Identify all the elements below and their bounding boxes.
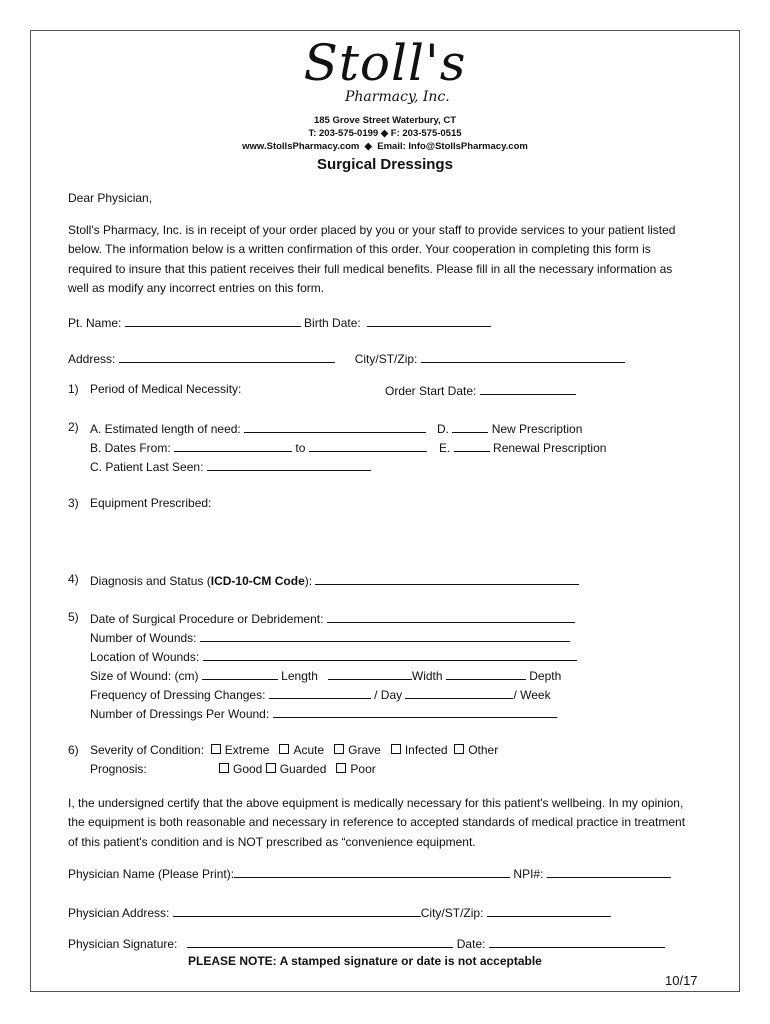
grave-checkbox[interactable]: [334, 744, 344, 754]
icd-code-label: ICD-10-CM Code: [210, 574, 305, 588]
infected-checkbox[interactable]: [391, 744, 401, 754]
acute-label: Acute: [293, 743, 325, 757]
dressings-per-wound-label: Number of Dressings Per Wound:: [90, 707, 270, 721]
signature-date-field[interactable]: [489, 935, 665, 948]
new-prescription-label: New Prescription: [491, 422, 583, 436]
birth-date-label: Birth Date:: [304, 316, 361, 330]
certification-line: of this patient's condition and is NOT prescribed as “convenience equipment.: [68, 834, 476, 849]
severity-label: Severity of Condition:: [90, 743, 205, 757]
patient-address-label: Address:: [68, 352, 116, 366]
acute-checkbox[interactable]: [279, 744, 289, 754]
wound-count-label: Number of Wounds:: [90, 631, 197, 645]
length-label: Length: [281, 669, 318, 683]
wound-length-field[interactable]: [202, 667, 278, 680]
patient-city-label: City/ST/Zip:: [354, 352, 418, 366]
length-of-need-label: A. Estimated length of need:: [90, 422, 241, 436]
logo-subtitle: Pharmacy, Inc.: [345, 89, 450, 105]
renewal-prescription-field[interactable]: [454, 439, 490, 452]
wound-width-field[interactable]: [328, 667, 412, 680]
dates-to-field[interactable]: [309, 439, 427, 452]
diagnosis-row: [90, 572, 579, 588]
physician-signature-row: [68, 935, 665, 951]
physician-name-field[interactable]: [234, 865, 510, 878]
good-label: Good: [233, 762, 263, 776]
new-prescription-field[interactable]: [452, 420, 488, 433]
company-phone: T: 203-575-0199: [308, 128, 379, 139]
guarded-checkbox[interactable]: [266, 763, 276, 773]
length-of-need-row: [90, 420, 426, 436]
npi-label: NPI#:: [513, 867, 544, 881]
patient-name-label: Pt. Name:: [68, 316, 122, 330]
section-2-number: 2): [68, 420, 79, 434]
changes-per-day-field[interactable]: [269, 686, 371, 699]
length-of-need-field[interactable]: [244, 420, 426, 433]
wound-size-label: Size of Wound: (cm): [90, 669, 199, 683]
form-version: 10/17: [665, 973, 698, 988]
per-day-label: / Day: [374, 688, 403, 702]
company-website: www.StollsPharmacy.com: [242, 141, 360, 152]
infected-label: Infected: [404, 743, 448, 757]
intro-paragraph: [68, 221, 675, 298]
section-4-number: 4): [68, 572, 79, 586]
physician-signature-field[interactable]: [187, 935, 453, 948]
physician-city-label: City/ST/Zip:: [420, 906, 484, 920]
extreme-label: Extreme: [224, 743, 270, 757]
form-title: Surgical Dressings: [317, 156, 453, 173]
section-3-number: 3): [68, 496, 79, 510]
physician-signature-label: Physician Signature:: [68, 937, 178, 951]
option-e-label: E.: [439, 441, 451, 455]
renewal-prescription-row: [439, 439, 606, 455]
section-5-number: 5): [68, 610, 79, 624]
intro-line: well as modify any incorrect entries on this form.: [68, 280, 325, 295]
diamond-icon: ◆: [364, 141, 372, 152]
dressing-frequency-label: Frequency of Dressing Changes:: [90, 688, 266, 702]
severity-row: [90, 743, 498, 757]
diagnosis-label-end: ):: [304, 574, 313, 588]
new-prescription-row: [437, 420, 582, 436]
stamp-warning-note: PLEASE NOTE: A stamped signature or date is not acceptable: [188, 954, 542, 968]
certification-paragraph: [68, 794, 685, 852]
poor-checkbox[interactable]: [336, 763, 346, 773]
dressings-per-wound-row: [90, 705, 557, 721]
physician-name-label: Physician Name (Please Print):: [68, 867, 235, 881]
last-seen-row: [90, 458, 371, 474]
procedure-date-field[interactable]: [327, 610, 575, 623]
wound-location-label: Location of Wounds:: [90, 650, 200, 664]
section-6-number: 6): [68, 743, 79, 757]
dates-to-label: to: [295, 441, 306, 455]
physician-address-field[interactable]: [173, 904, 421, 917]
order-start-field[interactable]: [480, 382, 576, 395]
wound-count-row: [90, 629, 570, 645]
physician-address-row: [68, 904, 611, 920]
physician-name-row: [68, 865, 671, 881]
diagnosis-label: Diagnosis and Status (: [90, 574, 211, 588]
dates-from-field[interactable]: [174, 439, 292, 452]
company-contact-phone-fax: [0, 128, 770, 139]
procedure-date-label: Date of Surgical Procedure or Debridement:: [90, 612, 324, 626]
dressings-per-wound-field[interactable]: [273, 705, 557, 718]
width-label: Width: [411, 669, 443, 683]
poor-label: Poor: [350, 762, 376, 776]
wound-location-row: [90, 648, 577, 664]
extreme-checkbox[interactable]: [211, 744, 221, 754]
wound-location-field[interactable]: [203, 648, 577, 661]
intro-line: Stoll's Pharmacy, Inc. is in receipt of your order placed by you or your staff to provide services to your patient listed: [68, 223, 676, 237]
patient-name-row: [68, 314, 491, 330]
equipment-prescribed-label: Equipment Prescribed:: [90, 496, 212, 510]
patient-name-field[interactable]: [125, 314, 301, 327]
order-start-label: Order Start Date:: [385, 384, 477, 398]
prognosis-label: Prognosis:: [90, 762, 147, 776]
diamond-icon: ◆: [380, 128, 389, 139]
prognosis-options: [219, 762, 376, 776]
company-web-email: [0, 141, 770, 152]
physician-address-label: Physician Address:: [68, 906, 170, 920]
birth-date-field[interactable]: [367, 314, 491, 327]
patient-address-field[interactable]: [119, 350, 335, 363]
renewal-prescription-label: Renewal Prescription: [493, 441, 607, 455]
dates-from-label: B. Dates From:: [90, 441, 171, 455]
wound-depth-field[interactable]: [446, 667, 526, 680]
other-checkbox[interactable]: [454, 744, 464, 754]
option-d-label: D.: [437, 422, 449, 436]
company-fax: F: 203-575-0515: [390, 128, 462, 139]
last-seen-label: C. Patient Last Seen:: [90, 460, 204, 474]
grave-label: Grave: [348, 743, 381, 757]
procedure-date-row: [90, 610, 575, 626]
intro-line: required to insure that this patient receives their full medical benefits. Please fill in all the necessary information as: [68, 261, 673, 276]
patient-city-field[interactable]: [421, 350, 625, 363]
medical-necessity-label: Period of Medical Necessity:: [90, 382, 242, 396]
physician-city-field[interactable]: [487, 904, 611, 917]
wound-count-field[interactable]: [200, 629, 570, 642]
dates-from-row: [90, 439, 427, 455]
npi-field[interactable]: [547, 865, 671, 878]
order-start-row: [385, 382, 576, 398]
section-1-number: 1): [68, 382, 79, 396]
certification-line: I, the undersigned certify that the above equipment is medically necessary for this patient's wellbeing. In my opinion,: [68, 796, 684, 810]
signature-date-label: Date:: [456, 937, 486, 951]
wound-size-row: [90, 667, 561, 683]
certification-line: the equipment is both reasonable and necessary in reference to accepted standards of medical practice in treatment: [68, 815, 686, 830]
diagnosis-field[interactable]: [315, 572, 579, 585]
per-week-label: / Week: [513, 688, 551, 702]
guarded-label: Guarded: [279, 762, 327, 776]
company-address: 185 Grove Street Waterbury, CT: [313, 115, 457, 126]
last-seen-field[interactable]: [207, 458, 371, 471]
good-checkbox[interactable]: [219, 763, 229, 773]
depth-label: Depth: [529, 669, 562, 683]
logo-wordmark: Stoll's: [303, 34, 467, 92]
changes-per-week-field[interactable]: [405, 686, 513, 699]
patient-address-row: [68, 350, 625, 366]
dressing-frequency-row: [90, 686, 551, 702]
company-email: Email: Info@StollsPharmacy.com: [377, 141, 528, 152]
other-label: Other: [468, 743, 499, 757]
intro-line: below. The information below is a written confirmation of this order. Your cooperation in completing this form is: [68, 242, 651, 257]
salutation: Dear Physician,: [68, 191, 153, 205]
